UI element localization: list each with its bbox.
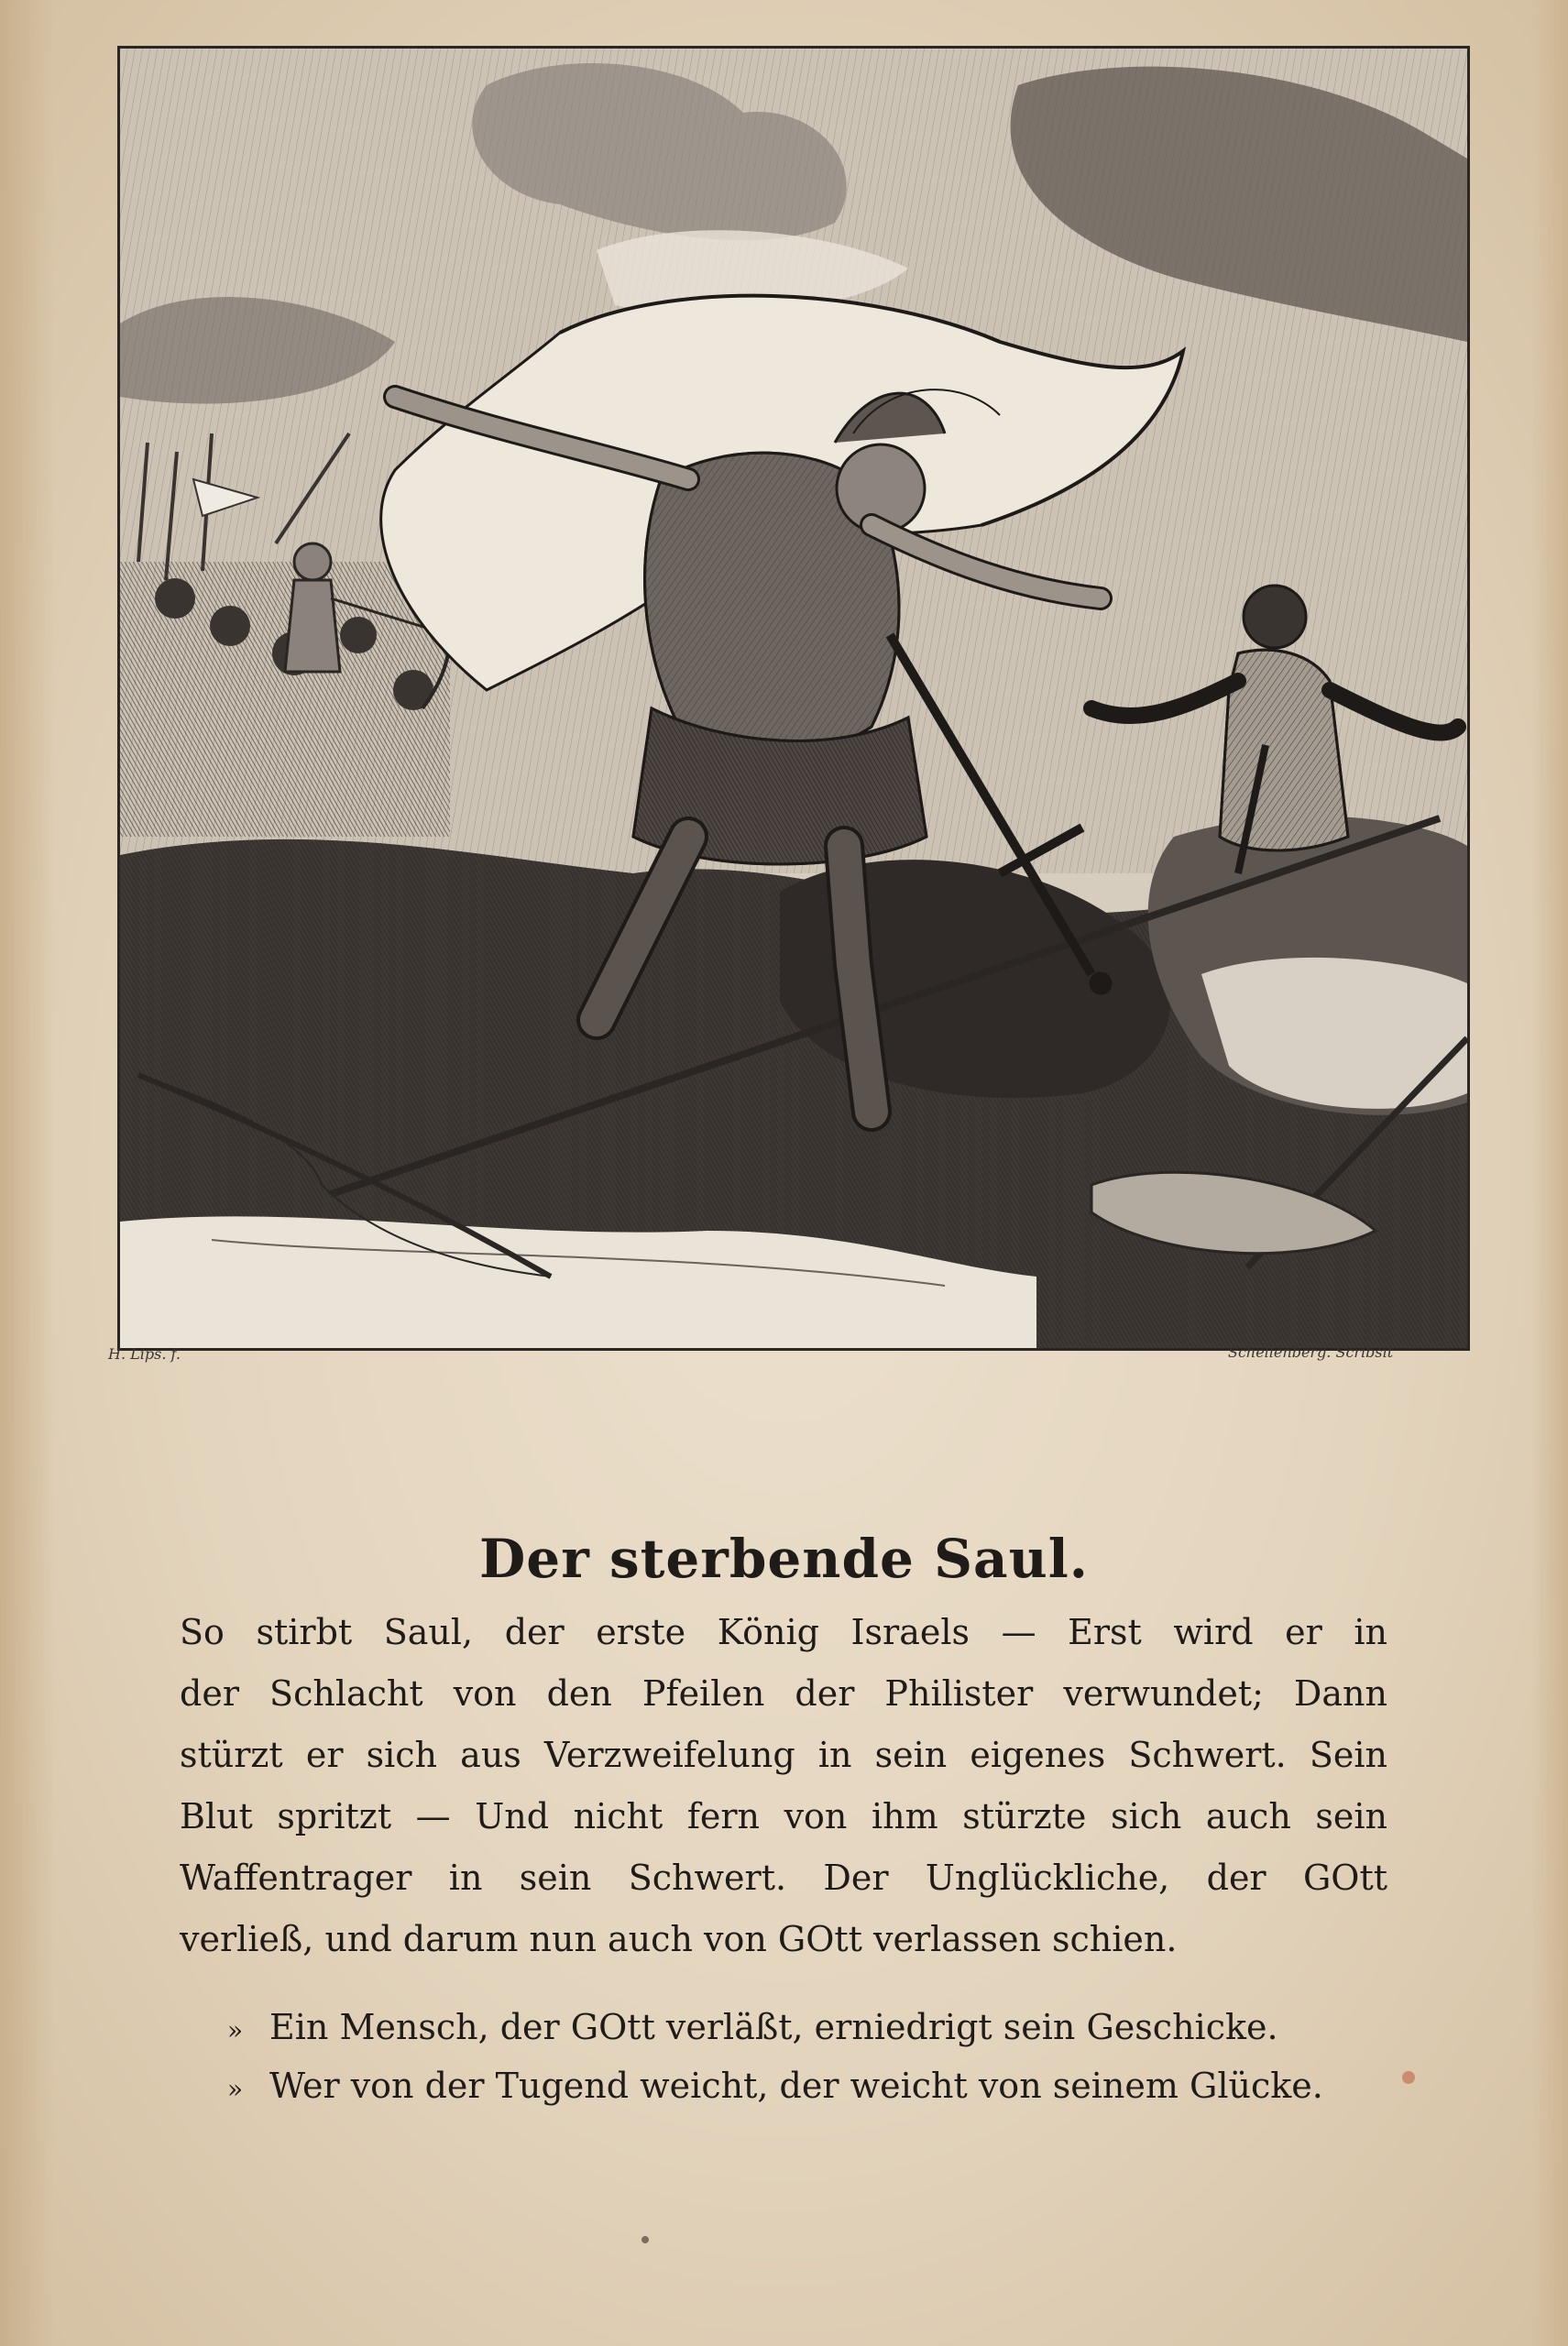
paragraph-line: stürzt er sich aus Verzweifelung in sein eigenes Schwert. Sein [180, 1735, 1387, 1775]
engraver-signature-right: Schellenberg. Scribsit [1228, 1343, 1394, 1361]
verse-quote-mark: » [227, 2015, 244, 2045]
paragraph-line: Blut spritzt — Und nicht fern von ihm stürzte sich auch sein [180, 1796, 1387, 1836]
paragraph-line: verließ, und darum nun auch von GOtt verlassen schien. [180, 1919, 1178, 1959]
paper-stain [641, 2236, 649, 2243]
verse-text: Wer von der Tugend weicht, der weicht von seinem Glücke. [269, 2066, 1323, 2106]
paragraph-line: So stirbt Saul, der erste König Israels — Erst wird er in [180, 1612, 1387, 1652]
paragraph-line: Waffentrager in sein Schwert. Der Unglückliche, der GOtt [180, 1858, 1387, 1898]
engraving-illustration [120, 49, 1467, 1348]
page-title: Der sterbende Saul. [479, 1527, 1089, 1590]
engraving-plate [117, 46, 1470, 1351]
verse-text: Ein Mensch, der GOtt verläßt, erniedrigt sein Geschicke. [269, 2007, 1278, 2047]
paragraph [180, 1602, 1387, 1970]
paragraph-line: der Schlacht von den Pfeilen der Philister verwundet; Dann [180, 1673, 1387, 1714]
engraver-signature-left: H. Lips. f. [108, 1345, 181, 1363]
verse-quote-mark: » [227, 2074, 244, 2104]
verse-line [227, 2066, 1409, 2106]
verse-line [227, 2007, 1409, 2047]
